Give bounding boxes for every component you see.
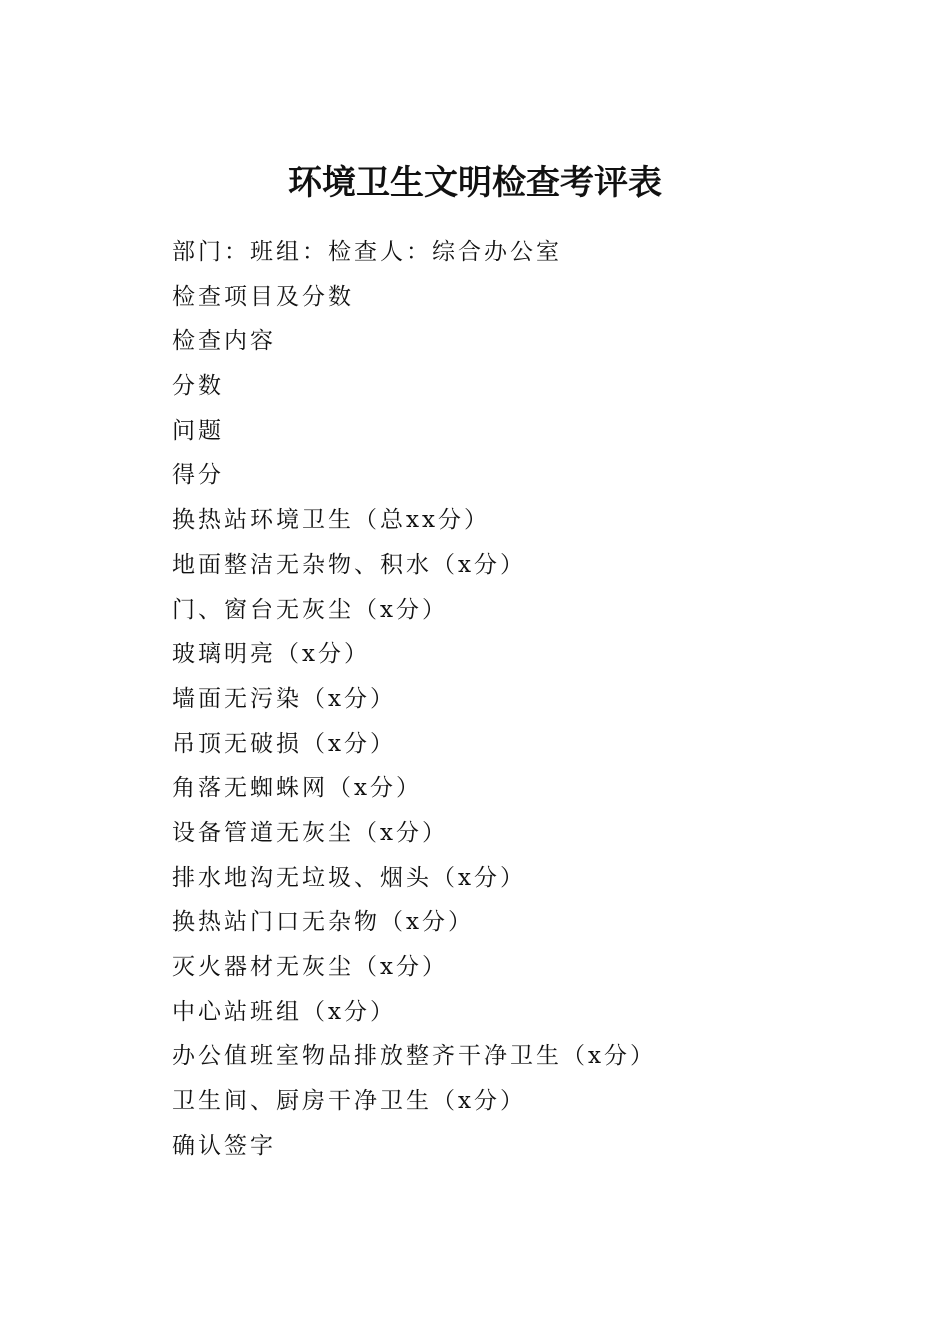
line-item: 设备管道无灰尘（x分）	[172, 819, 448, 846]
line-score: 分数	[172, 373, 224, 400]
line-item: 吊顶无破损（x分）	[172, 730, 396, 757]
line-item: 换热站门口无杂物（x分）	[172, 909, 474, 936]
line-item: 墙面无污染（x分）	[172, 685, 396, 712]
line-obtained-score: 得分	[172, 462, 224, 489]
line-item: 门、窗台无灰尘（x分）	[172, 596, 448, 623]
line-item: 办公值班室物品排放整齐干净卫生（x分）	[172, 1043, 656, 1070]
line-item: 换热站环境卫生（总xx分）	[172, 507, 490, 534]
line-item: 排水地沟无垃圾、烟头（x分）	[172, 864, 526, 891]
document-body	[172, 230, 872, 1168]
line-item: 地面整洁无杂物、积水（x分）	[172, 551, 526, 578]
line-signature: 确认签字	[172, 1132, 276, 1159]
line-item: 角落无蜘蛛网（x分）	[172, 775, 422, 802]
line-department-header: 部门：班组：检查人：综合办公室	[172, 239, 562, 265]
line-item: 卫生间、厨房干净卫生（x分）	[172, 1088, 526, 1115]
line-problem: 问题	[172, 417, 224, 444]
document-title: 环境卫生文明检查考评表	[288, 162, 662, 203]
line-item: 灭火器材无灰尘（x分）	[172, 954, 448, 980]
line-item: 玻璃明亮（x分）	[172, 641, 370, 668]
line-item: 中心站班组（x分）	[172, 998, 396, 1025]
line-check-content: 检查内容	[172, 328, 276, 355]
line-check-items: 检查项目及分数	[172, 283, 354, 310]
